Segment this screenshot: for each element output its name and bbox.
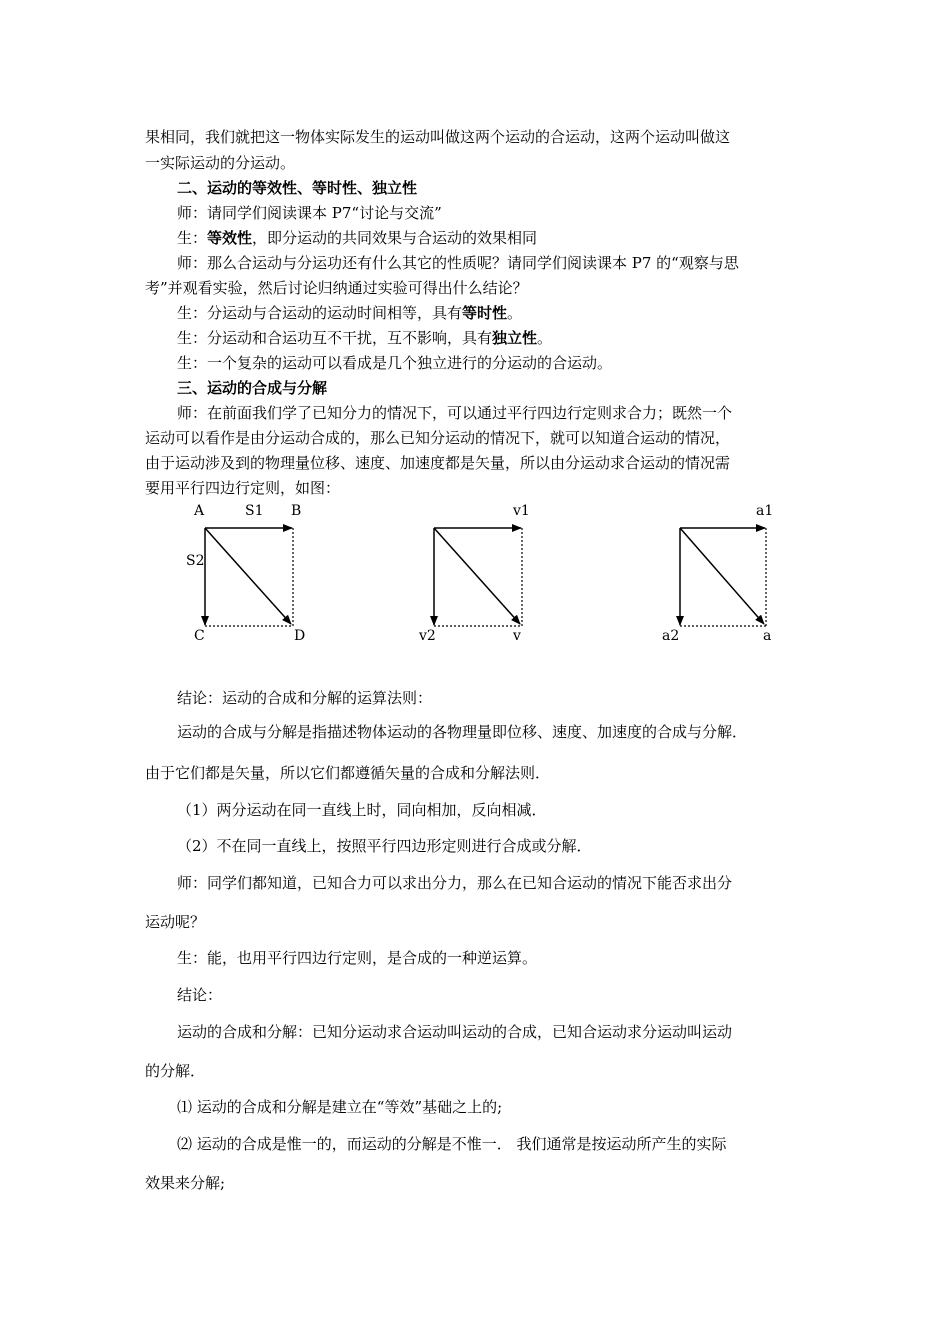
teacher-line: 师：同学们都知道，已知合力可以求出分力，那么在已知合运动的情况下能否求出分	[177, 874, 733, 892]
bold-term: 独立性	[492, 329, 538, 347]
text-line: 考”并观看实验，然后讨论归纳通过实验可得出什么结论？	[145, 279, 528, 297]
text-line: 由于运动涉及到的物理量位移、速度、加速度都是矢量，所以由分运动求合运动的情况需	[145, 454, 731, 472]
text-line: 一实际运动的分运动。	[145, 154, 296, 172]
label-v: v	[513, 628, 521, 644]
student-line: 生：分运动与合运动的运动时间相等，具有等时性。	[177, 304, 523, 322]
label-v2: v2	[419, 628, 436, 644]
text-line: 要用平行四边行定则，如图：	[145, 479, 341, 497]
section-heading-2: 二、运动的等效性、等时性、独立性	[177, 179, 418, 197]
teacher-line: 师：在前面我们学了已知分力的情况下，可以通过平行四边行定则求合力；既然一个	[177, 404, 733, 422]
student-line: 生：能，也用平行四边行定则，是合成的一种逆运算。	[177, 949, 538, 967]
acceleration-diagram	[680, 528, 766, 626]
label-s2: S2	[186, 553, 205, 569]
text-line: 效果来分解;	[145, 1174, 226, 1192]
text-line: 果相同，我们就把这一物体实际发生的运动叫做这两个运动的合运动，这两个运动叫做这	[145, 128, 731, 146]
text-line: 运动的合成与分解是指描述物体运动的各物理量即位移、速度、加速度的合成与分解．	[177, 723, 748, 741]
bold-term: 等效性	[207, 229, 253, 247]
label-c: C	[194, 628, 205, 644]
label-a-result: a	[763, 628, 772, 644]
text-line: 运动可以看作是由分运动合成的，那么已知分运动的情况下，就可以知道合运动的情况，	[145, 429, 731, 447]
displacement-diagram	[205, 528, 293, 626]
text-line: 的分解．	[145, 1062, 206, 1080]
list-item: （2）不在同一直线上，按照平行四边形定则进行合成或分解．	[177, 837, 592, 855]
list-item: （1）两分运动在同一直线上时，同向相加，反向相减．	[177, 801, 547, 819]
label-a1: a1	[756, 503, 774, 519]
bold-term: 等时性	[462, 304, 508, 322]
resultant-arrow	[680, 528, 764, 624]
velocity-diagram	[434, 528, 522, 626]
label-a: A	[194, 503, 205, 519]
teacher-line: 师：请同学们阅读课本 P7“讨论与交流”	[177, 204, 442, 222]
conclusion-line: 结论：	[177, 986, 223, 1004]
label-s1: S1	[245, 503, 264, 519]
student-line: 生：等效性，即分运动的共同效果与合运动的效果相同	[177, 229, 538, 247]
section-heading-3: 三、运动的合成与分解	[177, 379, 328, 397]
text-line: 运动呢？	[145, 913, 206, 931]
text-line: 运动的合成和分解：已知分运动求合运动叫运动的合成，已知合运动求分运动叫运动	[177, 1023, 733, 1041]
label-b: B	[291, 503, 302, 519]
text-line: 由于它们都是矢量，所以它们都遵循矢量的合成和分解法则．	[145, 764, 551, 782]
label-d: D	[294, 628, 306, 644]
student-line: 生：一个复杂的运动可以看成是几个独立进行的分运动的合运动。	[177, 354, 613, 372]
list-item: ⑵ 运动的合成是惟一的，而运动的分解是不惟一． 我们通常是按运动所产生的实际	[177, 1135, 727, 1153]
conclusion-line: 结论：运动的合成和分解的运算法则：	[177, 689, 433, 707]
resultant-arrow	[205, 528, 291, 624]
resultant-arrow	[434, 528, 520, 624]
student-line: 生：分运动和合运功互不干扰，互不影响，具有独立性。	[177, 329, 553, 347]
label-a2: a2	[662, 628, 680, 644]
teacher-line: 师：那么合运动与分运功还有什么其它的性质呢？请同学们阅读课本 P7 的“观察与思	[177, 254, 739, 272]
list-item: ⑴ 运动的合成和分解是建立在“等效”基础之上的;	[177, 1098, 503, 1116]
label-v1: v1	[513, 503, 530, 519]
